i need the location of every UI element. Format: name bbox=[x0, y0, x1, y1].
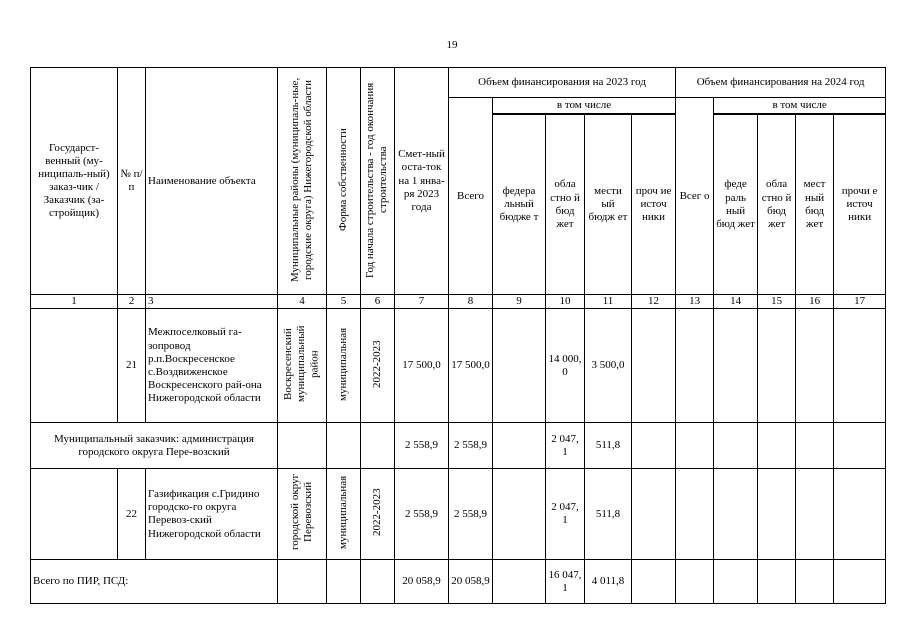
estimate-value: 17 500,0 bbox=[395, 309, 449, 423]
col-number: 12 bbox=[632, 295, 676, 309]
col-number: 14 bbox=[714, 295, 758, 309]
header-2023-regional: обла стно й бюд жет bbox=[546, 115, 585, 295]
row-number: 21 bbox=[118, 309, 146, 423]
header-customer: Государст-венный (му-ниципаль-ный) заказ-чик / Заказчик (за-стройщик) bbox=[31, 68, 118, 295]
total-2023-value: 2 558,9 bbox=[449, 469, 493, 560]
header-fin-2024: Объем финансирования на 2024 год bbox=[676, 68, 886, 98]
header-years: Год начала строительства - год окончания строительства bbox=[364, 82, 390, 278]
table-row bbox=[31, 469, 886, 560]
header-2023-local: мести ый бюдж ет bbox=[585, 115, 632, 295]
col-number: 11 bbox=[585, 295, 632, 309]
total-row bbox=[31, 560, 886, 604]
total-label: Всего по ПИР, ПСД: bbox=[31, 560, 278, 604]
estimate-value: 2 558,9 bbox=[395, 469, 449, 560]
local-2023-value: 4 011,8 bbox=[585, 560, 632, 604]
col-number: 15 bbox=[758, 295, 796, 309]
estimate-value: 20 058,9 bbox=[395, 560, 449, 604]
col-number: 4 bbox=[278, 295, 327, 309]
regional-2023-value: 2 047, 1 bbox=[546, 469, 585, 560]
header-total-2024: Всег о bbox=[676, 98, 714, 295]
column-number-row bbox=[31, 295, 886, 309]
header-2024-local: мест ный бюд жет bbox=[796, 115, 834, 295]
customer-row bbox=[31, 423, 886, 469]
header-districts: Муниципальные районы (муниципаль-ные, городские округа) Нижегородской области bbox=[288, 77, 314, 283]
header-num: № п/п bbox=[118, 68, 146, 295]
district-name: Воскресенский муниципальный район bbox=[282, 325, 321, 403]
col-number: 8 bbox=[449, 295, 493, 309]
regional-2023-value: 16 047, 1 bbox=[546, 560, 585, 604]
total-2023-value: 2 558,9 bbox=[449, 423, 493, 469]
object-name: Межпоселковый га-зопровод р.п.Воскресенское с.Воздвиженское Воскресенского рай-она Нижегородской области bbox=[146, 309, 278, 423]
header-ownership: Форма собственности bbox=[336, 128, 349, 232]
col-number: 3 bbox=[146, 295, 278, 309]
regional-2023-value: 2 047, 1 bbox=[546, 423, 585, 469]
estimate-value: 2 558,9 bbox=[395, 423, 449, 469]
col-number: 16 bbox=[796, 295, 834, 309]
district-name: городской округ Перевозский bbox=[288, 474, 314, 551]
header-2024-other: прочи е источ ники bbox=[834, 115, 886, 295]
header-incl-2024: в том числе bbox=[714, 98, 886, 114]
header-total-2023: Всего bbox=[449, 98, 493, 295]
col-number: 2 bbox=[118, 295, 146, 309]
header-object-name: Наименование объекта bbox=[146, 68, 278, 295]
header-incl-2023: в том числе bbox=[493, 98, 676, 114]
ownership-form: муниципальная bbox=[336, 327, 349, 401]
object-name: Газификация с.Гридино городско-го округа Перевоз-ский Нижегородской области bbox=[146, 469, 278, 560]
ownership-form: муниципальная bbox=[336, 475, 349, 549]
construction-years: 2022-2023 bbox=[370, 488, 383, 537]
total-2023-value: 20 058,9 bbox=[449, 560, 493, 604]
header-fin-2023: Объем финансирования на 2023 год bbox=[449, 68, 676, 98]
col-number: 10 bbox=[546, 295, 585, 309]
construction-years: 2022-2023 bbox=[370, 339, 383, 388]
col-number: 6 bbox=[361, 295, 395, 309]
col-number: 9 bbox=[493, 295, 546, 309]
col-number: 13 bbox=[676, 295, 714, 309]
col-number: 7 bbox=[395, 295, 449, 309]
page-number: 19 bbox=[446, 39, 458, 51]
financing-table bbox=[30, 67, 886, 604]
col-number: 1 bbox=[31, 295, 118, 309]
header-2023-other: проч ие источ ники bbox=[632, 115, 676, 295]
local-2023-value: 511,8 bbox=[585, 469, 632, 560]
row-number: 22 bbox=[118, 469, 146, 560]
header-2023-federal: федера льный бюдже т bbox=[493, 115, 546, 295]
header-estimate: Смет-ный оста-ток на 1 янва-ря 2023 года bbox=[395, 68, 449, 295]
header-2024-federal: феде раль ный бюд жет bbox=[714, 115, 758, 295]
customer-label: Муниципальный заказчик: администрация городского округа Пере-возский bbox=[31, 423, 278, 469]
local-2023-value: 3 500,0 bbox=[585, 309, 632, 423]
col-number: 17 bbox=[834, 295, 886, 309]
regional-2023-value: 14 000, 0 bbox=[546, 309, 585, 423]
local-2023-value: 511,8 bbox=[585, 423, 632, 469]
table-row bbox=[31, 309, 886, 423]
col-number: 5 bbox=[327, 295, 361, 309]
total-2023-value: 17 500,0 bbox=[449, 309, 493, 423]
header-2024-regional: обла стно й бюд жет bbox=[758, 115, 796, 295]
